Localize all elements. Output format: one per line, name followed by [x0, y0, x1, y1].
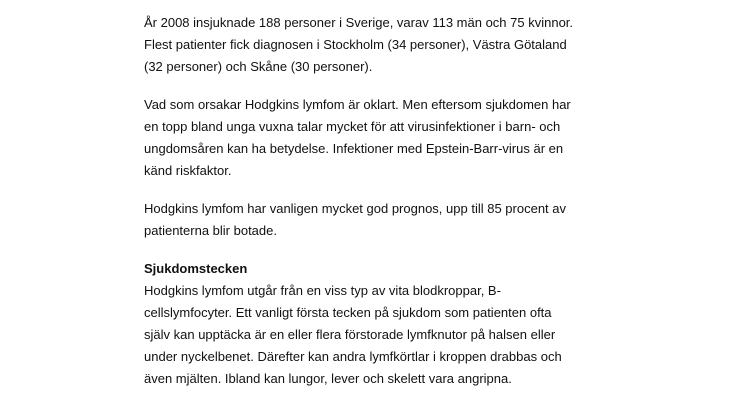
text-line: Vad som orsakar Hodgkins lymfom är oklart. Men eftersom sjukdomen har	[144, 97, 571, 112]
text-line: (32 personer) och Skåne (30 personer).	[144, 59, 373, 74]
text-line: patienterna blir botade.	[144, 223, 277, 238]
text-line: Flest patienter fick diagnosen i Stockholm (34 personer), Västra Götaland	[144, 37, 567, 52]
text-line: ungdomsåren kan ha betydelse. Infektioner med Epstein-Barr-virus är en	[144, 141, 564, 156]
section-symptoms	[144, 258, 614, 390]
text-line: själv kan upptäcka är en eller flera förstorade lymfknutor på halsen eller	[144, 327, 556, 342]
paragraph-prognosis	[144, 198, 614, 242]
document-body	[144, 12, 614, 406]
paragraph-incidence	[144, 12, 614, 78]
text-line: känd riskfaktor.	[144, 163, 232, 178]
text-line: även mjälten. Ibland kan lungor, lever och skelett vara angripna.	[144, 371, 512, 386]
paragraph-causes	[144, 94, 614, 182]
text-line: Hodgkins lymfom utgår från en viss typ av vita blodkroppar, B-	[144, 283, 501, 298]
text-line: År 2008 insjuknade 188 personer i Sverige, varav 113 män och 75 kvinnor.	[144, 15, 574, 30]
section-heading: Sjukdomstecken	[144, 261, 248, 276]
text-line: cellslymfocyter. Ett vanligt första tecken på sjukdom som patienten ofta	[144, 305, 552, 320]
text-line: en topp bland unga vuxna talar mycket för att virusinfektioner i barn- och	[144, 119, 561, 134]
text-line: Hodgkins lymfom har vanligen mycket god prognos, upp till 85 procent av	[144, 201, 566, 216]
text-line: under nyckelbenet. Därefter kan andra lymfkörtlar i kroppen drabbas och	[144, 349, 562, 364]
